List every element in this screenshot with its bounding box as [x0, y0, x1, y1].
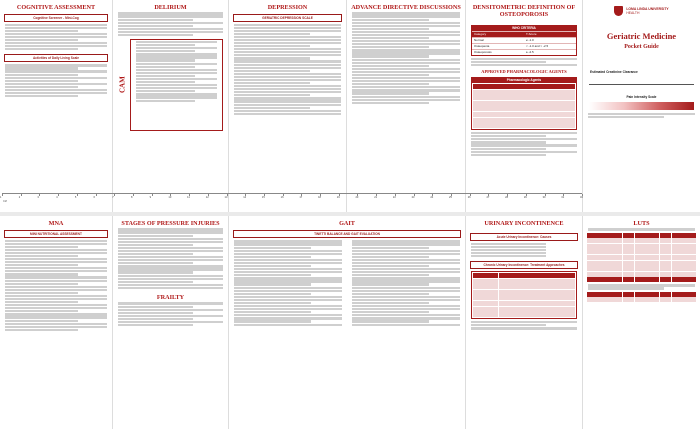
ruler-tick [243, 194, 247, 199]
pressure-injuries-panel [113, 216, 228, 429]
panel-title: GAIT [339, 220, 355, 227]
panel-title: DEPRESSION [267, 4, 308, 11]
ruler-tick [0, 194, 3, 199]
panel-title: COGNITIVE ASSESSMENT [16, 4, 96, 11]
ruler-tick [168, 194, 172, 199]
panel-title: MNA [48, 220, 64, 227]
quality-table [587, 292, 696, 303]
crest-icon [614, 6, 623, 16]
ruler-tick-label: 22 [392, 196, 396, 199]
clearance-title: Estimated Creatinine Clearance [590, 70, 638, 74]
ruler-tick-label: 7 [112, 196, 114, 199]
ruler-tick-label: 5 [74, 196, 77, 199]
ruler-tick-label: 26 [467, 196, 471, 199]
advance-directive-panel [347, 0, 465, 212]
ruler-tick-label: 9 [149, 196, 152, 199]
ruler-tick-label: 21 [374, 196, 378, 199]
cm-ruler [2, 193, 582, 201]
ruler-tick-label: 13 [224, 196, 228, 199]
ruler-tick [187, 194, 190, 199]
university-name: LOMA LINDA UNIVERSITY [626, 7, 669, 11]
panel-box: GERIATRIC DEPRESSION SCALE [233, 14, 342, 22]
agents-title: Pharmacologic Agents [472, 78, 576, 83]
ruler-tick [467, 194, 471, 199]
pain-scale [589, 102, 694, 110]
ruler-tick-label: 4 [56, 196, 58, 199]
ruler-tick [318, 194, 321, 199]
urinary-incontinence-panel [466, 216, 582, 429]
top-page [0, 0, 700, 212]
panel-box: TINETTI BALANCE AND GAIT EVALUATION [233, 230, 461, 238]
panel-title: DELIRIUM [154, 4, 187, 11]
ruler-tick [561, 194, 565, 199]
ruler-tick [112, 194, 115, 199]
ruler-tick [411, 194, 415, 199]
panel-box: Acute Urinary Incontinence: Causes [470, 233, 578, 241]
ruler-tick [149, 194, 153, 199]
ruler-tick [37, 194, 40, 199]
section-box: Chronic Urinary Incontinence: Treatment Approaches [470, 261, 578, 269]
delirium-panel [113, 0, 228, 212]
ruler-tick [205, 194, 209, 199]
treatment-table [471, 271, 577, 319]
ruler-tick-label: 23 [411, 196, 415, 199]
table-row: Osteoporosis ≤ -2.5 [472, 49, 576, 55]
section-title: APPROVED PHARMACOLOGIC AGENTS [481, 69, 567, 75]
ruler-tick-label: 3 [37, 196, 39, 199]
who-table [471, 25, 577, 56]
depression-panel [229, 0, 346, 212]
ruler-tick [486, 194, 490, 199]
ruler-tick-label: 24 [430, 196, 434, 199]
ruler-tick [74, 194, 78, 199]
ruler-tick-label: 12 [205, 196, 209, 199]
ruler-tick-label: 20 [355, 196, 359, 199]
ruler-tick [93, 194, 97, 199]
agents-table [471, 77, 577, 130]
mna-panel [0, 216, 112, 429]
ruler-tick [449, 194, 452, 199]
ruler-tick [392, 194, 396, 199]
ruler-tick-label: 2 [18, 196, 21, 199]
ruler-tick-label: 18 [318, 196, 321, 199]
ruler-tick-label: 25 [449, 196, 452, 199]
university-dept: HEALTH [626, 11, 640, 15]
panel-title: DENSITOMETRIC DEFINITION OF OSTEOPOROSIS [472, 4, 576, 18]
ruler-tick [56, 194, 59, 199]
ruler-tick [336, 194, 340, 199]
section-label: CAM [118, 76, 127, 94]
panel-box: MINI NUTRITIONAL ASSESSMENT [4, 230, 108, 238]
ruler-tick [580, 194, 583, 199]
ruler-tick [355, 194, 359, 199]
section-box: Activities of Daily Living Scale [4, 54, 108, 62]
table-row: Osteopenia < -1.0 and > -2.5 [472, 43, 576, 49]
ruler-tick-label: 28 [505, 196, 509, 199]
ruler-tick [542, 194, 546, 199]
guide-subtitle: Pocket Guide [624, 43, 659, 50]
ruler-tick [523, 194, 527, 199]
ruler-tick-label: 6 [93, 196, 95, 199]
ruler-tick [374, 194, 378, 199]
ruler-tick-label: 10 [168, 196, 172, 199]
guide-title: Geriatric Medicine [606, 31, 677, 41]
bottom-page [0, 216, 700, 429]
panel-title: LUTS [633, 220, 650, 227]
ruler-tick [505, 194, 509, 199]
ruler-tick-label: 15 [261, 196, 265, 199]
luts-panel [583, 216, 700, 429]
ruler-tick [18, 194, 22, 199]
ruler-tick [130, 194, 134, 199]
pain-title: Pain Intensity Scale [626, 95, 657, 99]
ruler-tick-label: 30 [542, 196, 546, 199]
ruler-tick [261, 194, 265, 199]
ruler-tick [224, 194, 228, 199]
ruler-tick-label: 8 [130, 196, 133, 199]
panel-title: URINARY INCONTINENCE [484, 220, 564, 227]
ruler-tick-label: 27 [486, 196, 490, 199]
symptom-table [587, 233, 696, 283]
panel-title: STAGES OF PRESSURE INJURIES [121, 220, 220, 227]
cover-panel [583, 0, 700, 212]
table-row: Normal ≥ -1.0 [472, 37, 576, 43]
ruler-tick-label: 19 [336, 196, 340, 199]
section-title: FRAILTY [156, 294, 185, 302]
ruler-tick-label: 31 [561, 196, 565, 199]
ruler-tick-label: 1 [0, 196, 2, 199]
ruler-tick-label: 11 [187, 196, 190, 199]
osteoporosis-panel [466, 0, 582, 212]
ruler-tick-label: 29 [523, 196, 527, 199]
ruler-unit: CM [3, 200, 7, 203]
panel-box: Cognitive Screener - Mini-Cog [4, 14, 108, 22]
gait-panel [229, 216, 465, 429]
panel-title: ADVANCE DIRECTIVE DISCUSSIONS [351, 4, 461, 11]
ruler-tick [430, 194, 434, 199]
table-row: Category T-Score [472, 31, 576, 37]
ruler-tick [280, 194, 284, 199]
ruler-tick-label: 16 [280, 196, 284, 199]
university-logo [583, 6, 700, 16]
cognitive-panel [0, 0, 112, 212]
who-title: WHO CRITERIA [472, 26, 576, 31]
ruler-tick-label: 14 [243, 196, 247, 199]
ruler-tick-label: 32 [580, 196, 583, 199]
ruler-tick-label: 17 [299, 196, 303, 199]
ruler-tick [299, 194, 303, 199]
